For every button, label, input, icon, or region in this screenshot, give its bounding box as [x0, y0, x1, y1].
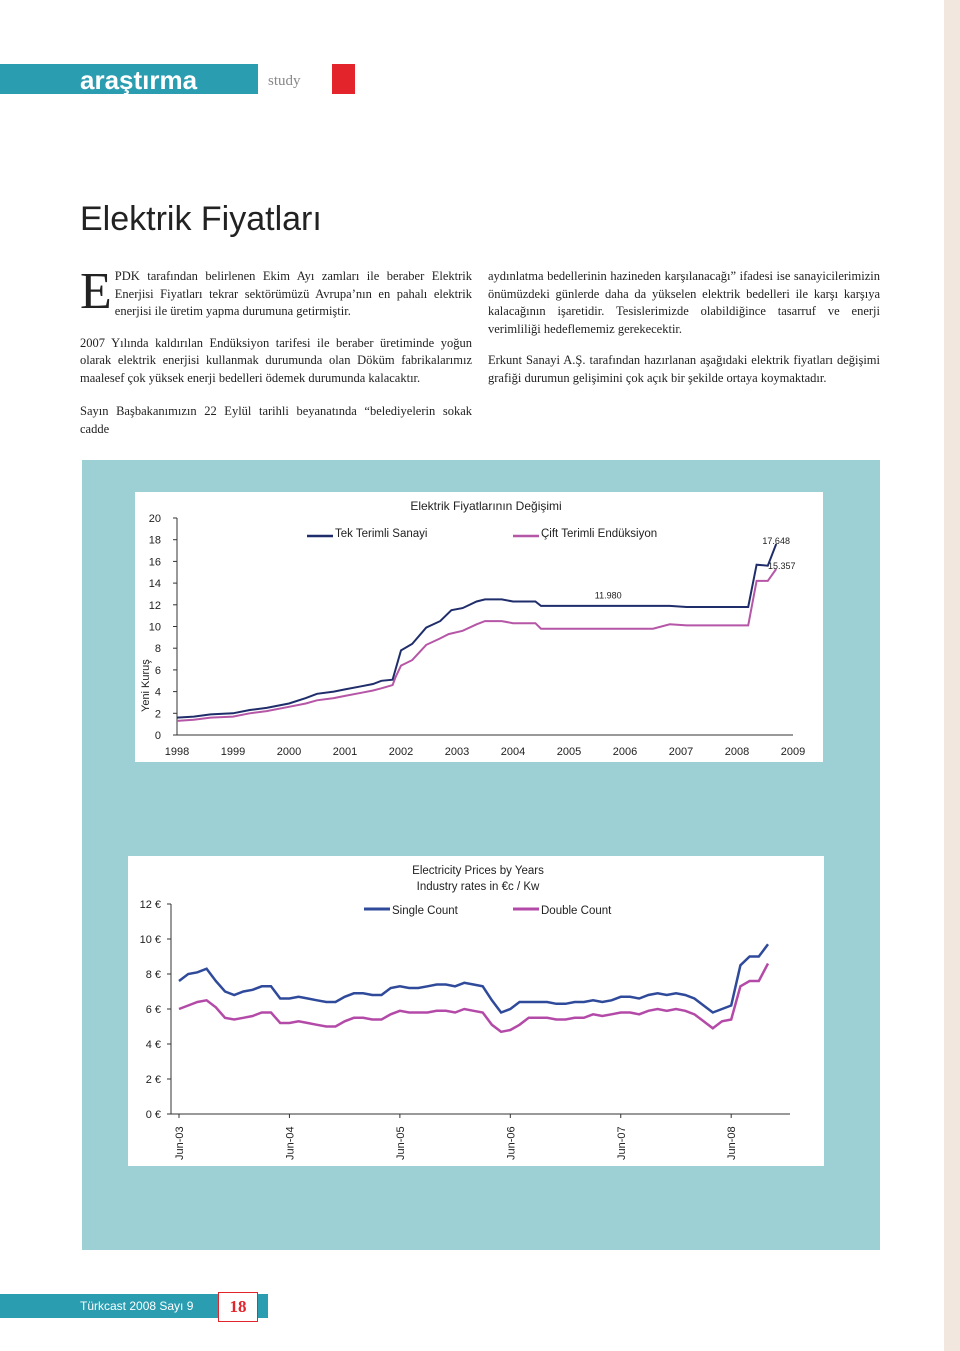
chart-1-y-tick-label: 12 [148, 599, 161, 612]
chart-2-title: Electricity Prices by Years [412, 865, 544, 877]
chart-2-series [179, 944, 768, 1032]
article-column-right [488, 268, 880, 401]
chart-1-x-tick-label: 2004 [500, 746, 526, 758]
chart-1-data-label: 11.980 [594, 590, 622, 601]
chart-2-series-line [179, 944, 768, 1012]
paragraph-1-text: PDK tarafından belirlenen Ekim Ayı zamları ile beraber Elektrik Enerjisi Fiyatları tekrar sektörümüzü Avrupa’nın en pahalı elektrik enerjisi ile üretim yapma durumuna getirmiştir. [114, 269, 472, 318]
article-paragraph-5: Erkunt Sanayi A.Ş. tarafından hazırlanan aşağıdaki elektrik fiyatları değişimi grafiği durumun gelişimini çok açık bir şekilde ortaya koymaktadır. [488, 353, 880, 385]
article-paragraph-4: aydınlatma bedellerinin hazineden karşılanacağı” ifadesi ise sanayicilerimizin önümüzdeki günlerde daha da yükselen elektrik bedelleri ile karşı karşıya kalacağının işaretidir. Tesislerimizde olabildiğince tasarruf ve enerji verimliliği hedeflememiz gerekecektir. [488, 269, 880, 336]
drop-cap: E [80, 263, 112, 320]
chart-1-legend [307, 528, 657, 540]
page-edge-strip [944, 0, 960, 1351]
chart-1-x-tick-label: 2005 [556, 746, 582, 758]
section-label: araştırma [80, 65, 198, 95]
chart-2-x-tick-label: Jun-07 [615, 1126, 628, 1160]
chart-1-legend-label: Tek Terimli Sanayi [335, 528, 428, 540]
chart-1-y-tick-label: 16 [148, 556, 161, 569]
chart-1-x-tick-label: 2001 [332, 746, 358, 758]
chart-2-y-tick-label: 8 € [145, 969, 161, 981]
article-title: Elektrik Fiyatları [80, 200, 322, 238]
chart-1-y-tick-label: 18 [148, 534, 161, 547]
chart-2-x-tick-label: Jun-04 [284, 1126, 297, 1160]
chart-1-x-tick-label: 1999 [220, 746, 246, 758]
chart-2-y-tick-label: 10 € [139, 934, 161, 946]
article-paragraph-1 [80, 263, 472, 321]
article-paragraph-3: Sayın Başbakanımızın 22 Eylül tarihli beyanatında “belediyelerin sokak cadde [80, 404, 472, 436]
chart-2-legend-label: Single Count [392, 905, 458, 917]
chart-1-y-tick-label: 2 [154, 708, 161, 721]
chart-2-x-tick-label: Jun-05 [394, 1126, 407, 1160]
chart-1-title: Elektrik Fiyatlarının Değişimi [410, 499, 562, 513]
chart-1-x-tick-label: 1998 [164, 746, 190, 758]
chart-1-y-tick-label: 14 [148, 578, 161, 591]
chart-1-y-tick-label: 0 [154, 730, 161, 742]
article-column-left [80, 263, 472, 452]
chart-1-x-tick-label: 2002 [388, 746, 414, 758]
chart-2-legend [364, 905, 612, 917]
chart-1-x-tick-label: 2006 [612, 746, 638, 758]
chart-1-series [177, 544, 776, 721]
chart-1-x-tick-label: 2000 [276, 746, 302, 758]
chart-2-svg [128, 856, 824, 1166]
chart-1-y-tick-label: 10 [148, 621, 161, 634]
chart-2-axes [140, 899, 790, 1160]
chart-1-container [135, 492, 823, 762]
chart-1-y-tick-label: 20 [148, 513, 161, 525]
chart-1-x-tick-label: 2009 [780, 746, 806, 758]
page-number: 18 [218, 1292, 258, 1322]
chart-1-x-tick-label: 2008 [724, 746, 750, 758]
chart-1-legend-label: Çift Terimli Endüksiyon [541, 528, 658, 540]
chart-2-y-tick-label: 4 € [145, 1039, 161, 1051]
chart-1-data-label: 17.648 [762, 536, 790, 547]
chart-1-annotations [595, 536, 796, 600]
chart-2-legend-label: Double Count [541, 905, 612, 917]
footer-magazine: Türkcast 2008 Sayı 9 [80, 1299, 194, 1313]
chart-1-data-label: 15.357 [768, 560, 796, 571]
chart-1-series-line [177, 569, 776, 721]
chart-1-y-tick-label: 8 [154, 643, 161, 656]
chart-1-ylabel: Yeni Kuruş [140, 659, 152, 712]
chart-2-x-tick-label: Jun-03 [174, 1126, 186, 1160]
chart-1-y-tick-label: 6 [154, 664, 161, 677]
chart-2-series-line [179, 964, 768, 1032]
chart-2-subtitle: Industry rates in €c / Kw [416, 881, 540, 893]
chart-2-y-tick-label: 6 € [145, 1004, 161, 1016]
chart-2-y-tick-label: 2 € [145, 1074, 161, 1086]
section-header-accent [332, 64, 355, 94]
chart-1-x-tick-label: 2007 [668, 746, 694, 758]
chart-1-series-line [177, 544, 776, 718]
article-paragraph-2: 2007 Yılında kaldırılan Endüksiyon tarifesi ile beraber üretiminde yoğun olarak elektrik enerjisi kullanmak durumunda olan Döküm fabrikalarımız maalesef çok yüksek enerji bedelleri ödemek durumunda kalacaktır. [80, 335, 472, 385]
chart-2-x-tick-label: Jun-08 [726, 1126, 739, 1160]
chart-1-svg [135, 492, 823, 762]
chart-1-axes [149, 513, 805, 758]
chart-2-y-tick-label: 0 € [145, 1109, 161, 1121]
chart-2-container [128, 856, 824, 1166]
chart-1-y-tick-label: 4 [154, 686, 161, 699]
chart-1-x-tick-label: 2003 [444, 746, 470, 758]
section-label-english: study [268, 73, 301, 89]
chart-2-x-tick-label: Jun-06 [505, 1126, 518, 1160]
chart-2-y-tick-label: 12 € [139, 899, 161, 911]
